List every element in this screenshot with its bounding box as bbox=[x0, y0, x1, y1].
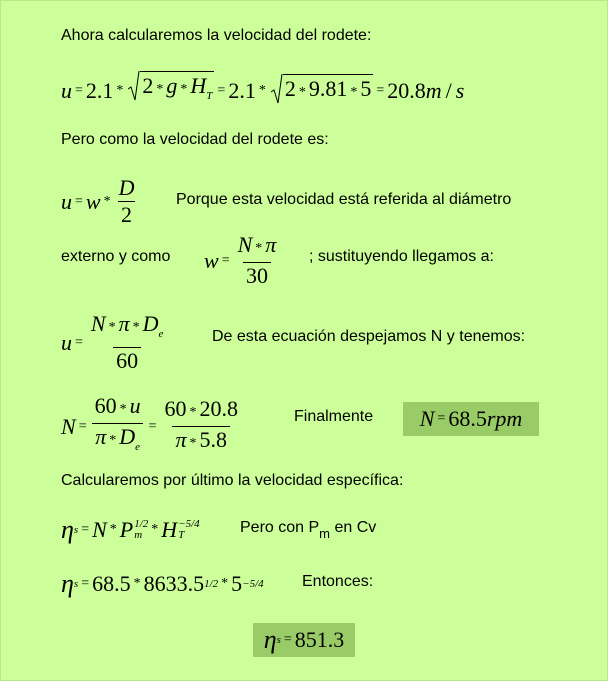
equals-sign: = bbox=[81, 522, 90, 537]
denominator-2: 2 bbox=[118, 201, 135, 228]
times-sign: * bbox=[221, 576, 229, 591]
sub-s: s bbox=[276, 634, 281, 646]
result-N-box bbox=[403, 402, 539, 436]
pero-con-tail: en Cv bbox=[330, 519, 377, 536]
var-pi: π bbox=[265, 232, 277, 257]
var-D: D bbox=[142, 311, 159, 336]
sqrt-expression-numeric: 2 * 9.81 * 5 bbox=[271, 74, 374, 107]
despejamos-text: De esta ecuación despejamos N y tenemos: bbox=[212, 328, 526, 345]
denominator-30: 30 bbox=[243, 262, 271, 289]
equals-sign: = bbox=[81, 576, 90, 591]
num-5: 5 bbox=[231, 571, 243, 596]
sub-e: e bbox=[135, 441, 140, 453]
times-sign: * bbox=[133, 576, 141, 591]
fraction-D-2 bbox=[116, 175, 138, 228]
var-H: H bbox=[161, 517, 178, 542]
head-value: 5 bbox=[360, 76, 372, 101]
var-w: w bbox=[85, 188, 101, 214]
sub-T: T bbox=[178, 529, 185, 541]
result-eta-box bbox=[253, 623, 355, 657]
equation-u-N bbox=[61, 311, 168, 374]
var-N: N bbox=[61, 413, 76, 439]
sub-e: e bbox=[158, 328, 164, 340]
var-u: u bbox=[129, 393, 141, 418]
times-sign: * bbox=[103, 193, 111, 209]
intro-text: Ahora calcularemos la velocidad del rodete: bbox=[61, 27, 372, 44]
sup-neg-five-quarters: −5/4 bbox=[178, 518, 200, 530]
radicand-2: 2 bbox=[284, 76, 296, 101]
coefficient: 2.1 bbox=[85, 77, 114, 103]
radicand-2: 2 bbox=[142, 73, 154, 98]
num-60: 60 bbox=[164, 396, 187, 421]
externo-text: externo y como bbox=[61, 248, 171, 265]
porque-text: Porque esta velocidad está referida al diámetro bbox=[176, 191, 512, 208]
numerator-D: D bbox=[118, 175, 135, 200]
sup-half: 1/2 bbox=[134, 518, 149, 530]
rpm-value: 68.5 bbox=[448, 406, 487, 431]
fraction-numeric: $\frac{60 * 20.8}{\pi * 5.8}$ bbox=[162, 396, 242, 457]
radical-sign bbox=[128, 71, 140, 101]
denominator-60: 60 bbox=[113, 347, 141, 374]
specific-speed-value: 851.3 bbox=[294, 627, 345, 652]
fraction-N-pi-De-60: $\frac{N * \pi * D_e}{60}$ bbox=[90, 311, 164, 373]
fraction-N-pi-30: $\frac{N * \pi}{30}$ bbox=[237, 232, 277, 288]
gravity-value: 9.81 bbox=[308, 76, 348, 101]
pero-con-label: Pero con P bbox=[240, 519, 320, 536]
num-8633-5: 8633.5 bbox=[143, 571, 205, 596]
equals-sign: = bbox=[283, 632, 292, 647]
equation-specific-speed-numeric bbox=[61, 569, 264, 599]
unit-s: s bbox=[455, 77, 465, 103]
pero-como-text: Pero como la velocidad del rodete es: bbox=[61, 131, 329, 148]
equals-sign: = bbox=[75, 334, 83, 350]
equation-specific-speed bbox=[61, 515, 200, 545]
var-pi: π bbox=[118, 311, 130, 336]
speed-result: 20.8 bbox=[387, 77, 426, 103]
var-pi: π bbox=[175, 427, 187, 452]
sup-half: 1/2 bbox=[204, 578, 219, 590]
num-20-8: 20.8 bbox=[199, 396, 238, 421]
sub-T: T bbox=[206, 90, 213, 102]
equation-w bbox=[204, 232, 281, 289]
radical-sign bbox=[271, 74, 283, 104]
equals-sign: = bbox=[78, 418, 87, 434]
sub-m: m bbox=[134, 529, 143, 541]
pero-con-text bbox=[240, 519, 376, 541]
equals-sign: = bbox=[221, 252, 230, 268]
equation-u-w bbox=[61, 175, 139, 228]
var-u: u bbox=[61, 329, 72, 355]
var-g: g bbox=[166, 73, 178, 98]
unit-m: m bbox=[425, 77, 442, 103]
var-N: N bbox=[419, 406, 435, 431]
coefficient: 2.1 bbox=[228, 77, 256, 103]
fraction-60u: $\frac{60 * u}{\pi * D_e}$ bbox=[92, 393, 144, 460]
sup-neg-five-quarters: −5/4 bbox=[242, 578, 264, 590]
times-sign: * bbox=[109, 522, 117, 537]
calcularemos-text: Calcularemos por último la velocidad específica: bbox=[61, 472, 404, 489]
den-5-8: 5.8 bbox=[199, 427, 228, 452]
entonces-text: Entonces: bbox=[302, 573, 374, 590]
equals-sign: = bbox=[75, 193, 83, 209]
unit-rpm: rpm bbox=[486, 406, 523, 431]
var-N: N bbox=[90, 311, 106, 336]
var-N: N bbox=[237, 232, 253, 257]
equation-runner-speed bbox=[61, 71, 464, 110]
num-68-5: 68.5 bbox=[92, 571, 131, 596]
num-60: 60 bbox=[94, 393, 117, 418]
var-P: P bbox=[119, 517, 134, 542]
var-eta: η bbox=[61, 515, 74, 544]
var-w: w bbox=[204, 247, 219, 273]
sub-s: s bbox=[73, 524, 79, 536]
times-sign: * bbox=[151, 522, 159, 537]
equals-sign: = bbox=[437, 411, 446, 426]
var-N: N bbox=[92, 517, 107, 542]
equals-sign: = bbox=[376, 82, 385, 98]
equals-sign: = bbox=[148, 418, 157, 434]
slash: / bbox=[445, 77, 452, 103]
var-u: u bbox=[61, 77, 72, 103]
var-D: D bbox=[119, 424, 136, 449]
var-pi: π bbox=[95, 424, 107, 449]
equals-sign: = bbox=[217, 82, 226, 98]
pero-con-sub: m bbox=[319, 526, 330, 541]
var-H: H bbox=[190, 73, 207, 98]
times-sign: * bbox=[258, 82, 266, 98]
equation-N bbox=[61, 393, 243, 460]
equals-sign: = bbox=[75, 82, 83, 98]
var-u: u bbox=[61, 188, 72, 214]
finalmente-text: Finalmente bbox=[294, 408, 374, 425]
sustituyendo-text: ; sustituyendo llegamos a: bbox=[309, 248, 494, 265]
sqrt-expression: 2 * g * $H_T$ bbox=[128, 71, 214, 110]
var-eta: η bbox=[263, 625, 277, 654]
sub-s: s bbox=[73, 578, 79, 590]
times-sign: * bbox=[116, 82, 124, 98]
var-eta: η bbox=[61, 569, 74, 598]
